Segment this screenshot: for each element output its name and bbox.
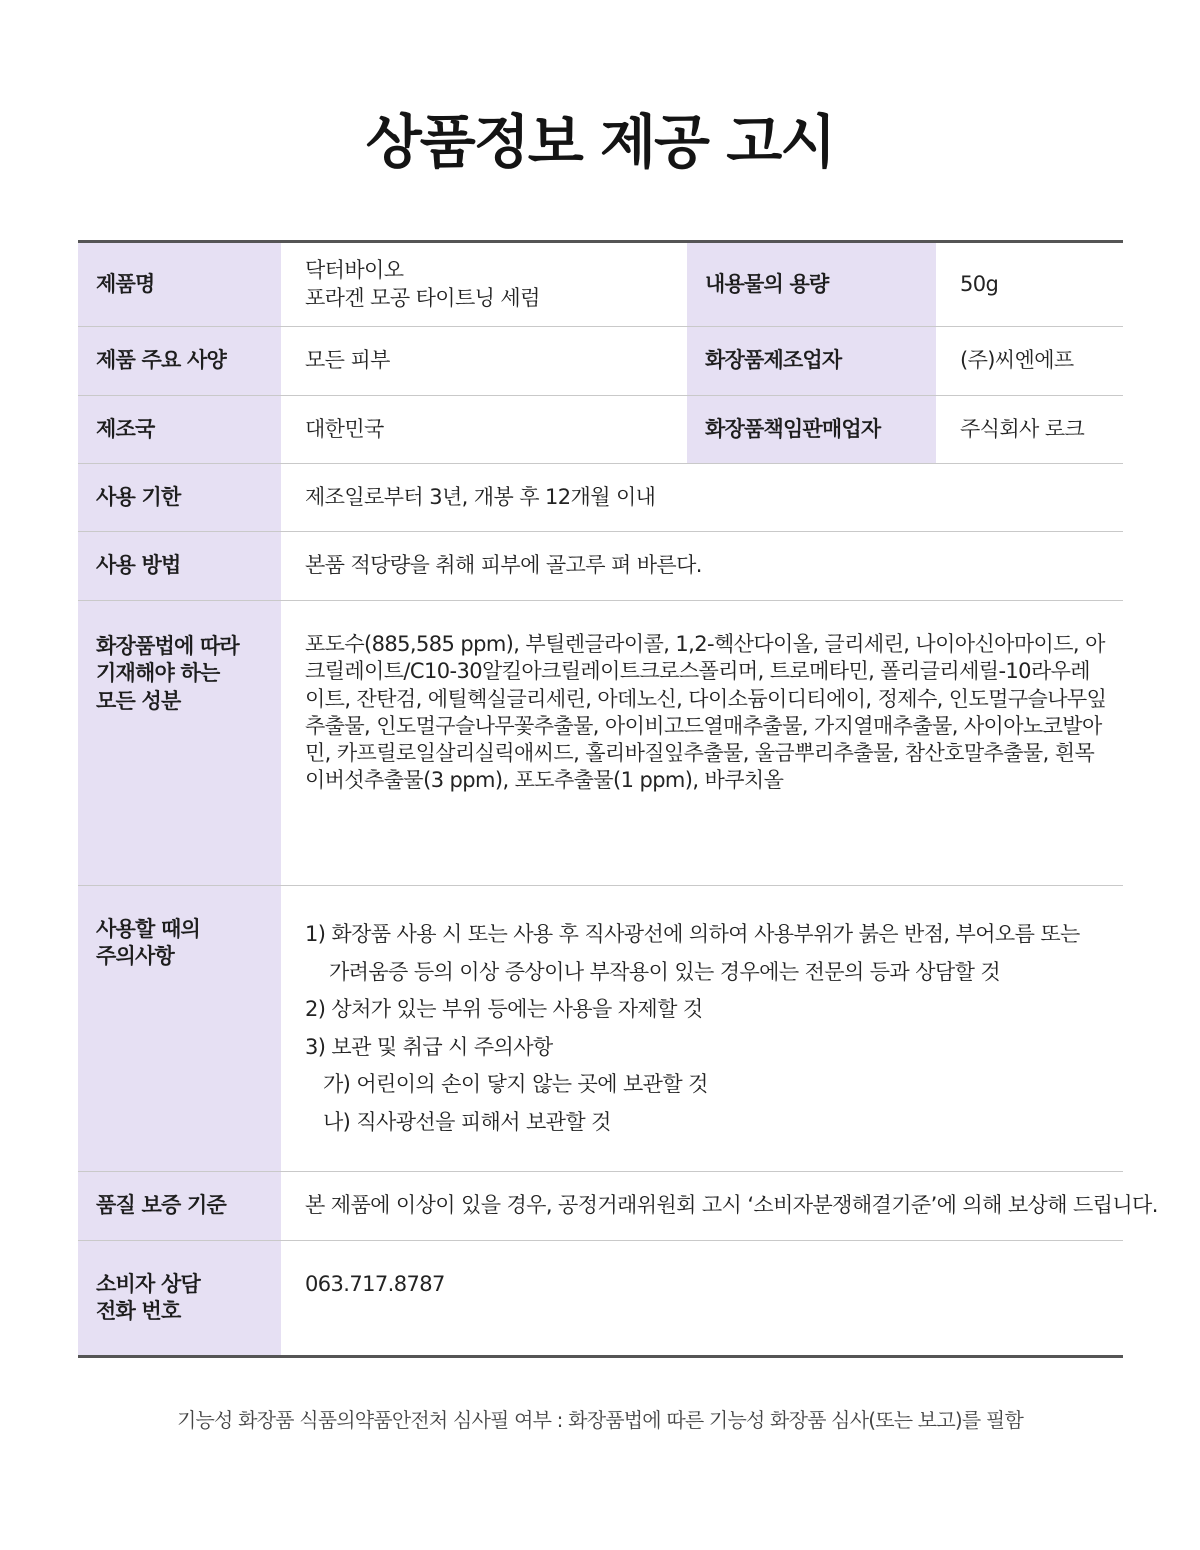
phone-label: 소비자 상담 전화 번호 — [78, 1241, 281, 1357]
table-row-usage — [78, 532, 1123, 601]
table-row-expiry — [78, 464, 1123, 532]
phone-value: 063.717.8787 — [281, 1241, 1123, 1357]
country-label: 제조국 — [78, 396, 281, 464]
manufacturer-label: 화장품제조업자 — [687, 327, 936, 396]
table-row-specs — [78, 327, 1123, 396]
manufacturer-value: (주)씨엔에프 — [936, 327, 1123, 396]
caution-line: 가) 어린이의 손이 닿지 않는 곳에 보관할 것 — [323, 1072, 708, 1096]
cautions-value — [281, 886, 1123, 1172]
usage-value: 본품 적당량을 취해 피부에 골고루 펴 바른다. — [281, 532, 1123, 601]
volume-label: 내용물의 용량 — [687, 242, 936, 327]
expiry-value: 제조일로부터 3년, 개봉 후 12개월 이내 — [281, 464, 1123, 532]
ingredients-value: 포도수(885,585 ppm), 부틸렌글라이콜, 1,2-헥산다이올, 글리세린, 나이아신아마이드, 아크릴레이트/C10-30알킬아크릴레이트크로스폴리머, 트로메타민, 폴리글리세릴-10라우레이트, 잔탄검, 에틸헥실글리세린, 아데노신, 다이소듐이디티에이, 정제수, 인도멀구슬나무잎추출물, 인도멀구슬나무꽃추출물, 아이비고드열매추출물, 가지열매추출물, 사이아노코발아민, 카프릴로일살리실릭애씨드, 홀리바질잎추출물, 울금뿌리추출물, 참산호말추출물, 흰목이버섯추출물(3 ppm), 포도추출물(1 ppm), 바쿠치올 — [281, 601, 1123, 886]
product-name-label: 제품명 — [78, 242, 281, 327]
expiry-label: 사용 기한 — [78, 464, 281, 532]
specs-label: 제품 주요 사양 — [78, 327, 281, 396]
cautions-label: 사용할 때의 주의사항 — [78, 886, 281, 1172]
caution-line: 나) 직사광선을 피해서 보관할 것 — [323, 1109, 611, 1134]
country-value: 대한민국 — [281, 396, 687, 464]
seller-label: 화장품책임판매업자 — [687, 396, 936, 464]
caution-line: 2) 상처가 있는 부위 등에는 사용을 자제할 것 — [305, 997, 703, 1021]
table-row-country — [78, 396, 1123, 464]
quality-label: 품질 보증 기준 — [78, 1172, 281, 1241]
seller-value: 주식회사 로크 — [936, 396, 1123, 464]
ingredients-label: 화장품법에 따라 기재해야 하는 모든 성분 — [78, 601, 281, 886]
quality-value: 본 제품에 이상이 있을 경우, 공정거래위원회 고시 ‘소비자분쟁해결기준’에 의해 보상해 드립니다. — [281, 1172, 1123, 1241]
functional-cosmetics-footnote: 기능성 화장품 식품의약품안전처 심사필 여부 : 화장품법에 따른 기능성 화장품 심사(또는 보고)를 필함 — [177, 1408, 1023, 1432]
caution-line: 3) 보관 및 취급 시 주의사항 — [305, 1034, 553, 1059]
specs-value: 모든 피부 — [281, 327, 687, 396]
table-row-cautions — [78, 886, 1123, 1172]
table-row-quality — [78, 1172, 1123, 1241]
volume-value: 50g — [936, 242, 1123, 327]
table-row-phone — [78, 1241, 1123, 1357]
product-name-value: 닥터바이오 포라겐 모공 타이트닝 세럼 — [281, 242, 687, 327]
caution-line: 가려움증 등의 이상 증상이나 부작용이 있는 경우에는 전문의 등과 상담할 것 — [329, 959, 1001, 984]
usage-label: 사용 방법 — [78, 532, 281, 601]
product-info-table — [78, 240, 1158, 1358]
table-row-ingredients — [78, 601, 1123, 886]
table-row-product-name — [78, 242, 1123, 327]
page-title: 상품정보 제공 고시 — [365, 108, 835, 176]
caution-line: 1) 화장품 사용 시 또는 사용 후 직사광선에 의하여 사용부위가 붉은 반점, 부어오름 또는 — [305, 922, 1080, 946]
